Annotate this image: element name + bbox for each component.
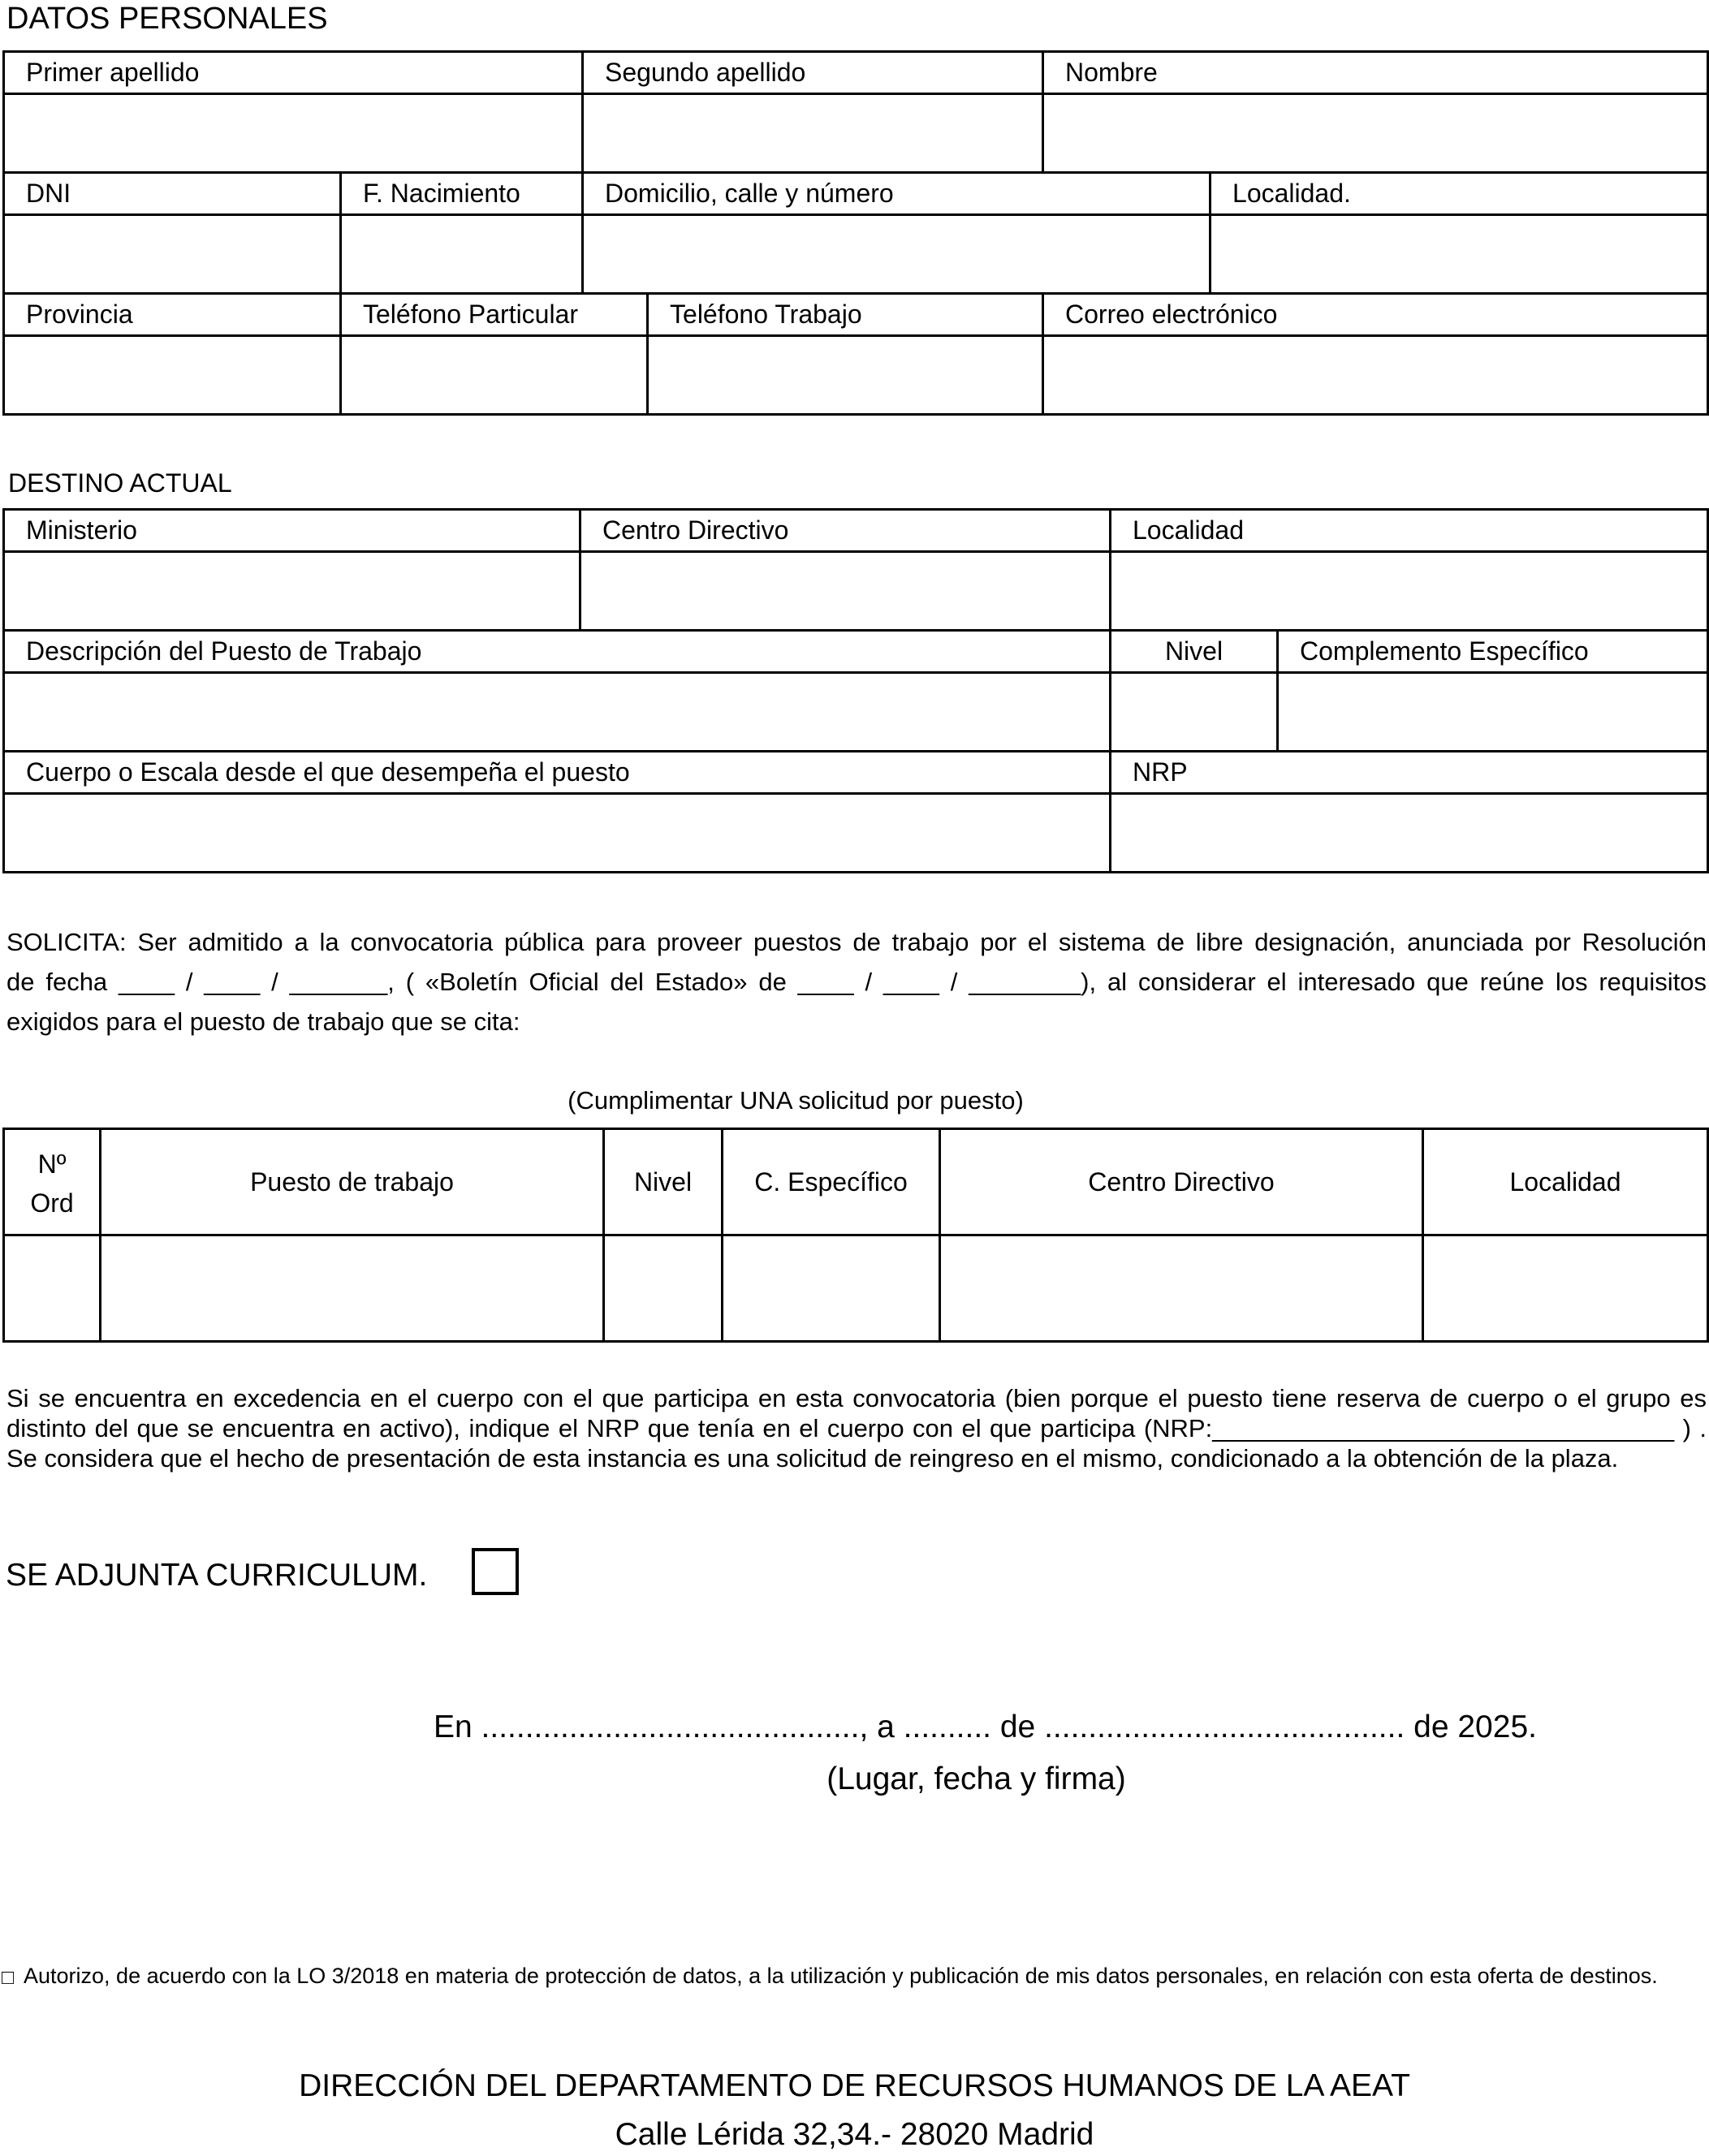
puestos-table	[2, 1128, 1709, 1343]
label-ministerio: Ministerio	[4, 510, 580, 552]
footer-address: Calle Lérida 32,34.- 28020 Madrid	[615, 2117, 1094, 2152]
header-numero-orden: Nº Ord	[4, 1129, 101, 1235]
label-nivel: Nivel	[1111, 631, 1278, 673]
label-primer-apellido: Primer apellido	[4, 52, 583, 94]
label-localidad: Localidad.	[1211, 173, 1708, 215]
label-telefono-trabajo: Teléfono Trabajo	[648, 294, 1043, 336]
label-nrp: NRP	[1111, 752, 1708, 794]
excedencia-paragraph: Si se encuentra en excedencia en el cuerpo con el que participa en esta convocatoria (bien porque el puesto tiene reserva de cuerpo o el grupo es distinto del que se encuentra en activo), indique el NRP que tenía en el cuerpo con el que participa (NRP:_________________________________ ) . Se considera que el hecho de presentación de esta instancia es una solicitud de reingreso en el mismo, condicionado a la obtención de la plaza.	[6, 1384, 1707, 1473]
field-dni[interactable]	[4, 215, 341, 294]
field-centro-directivo[interactable]	[580, 552, 1111, 631]
field-ministerio[interactable]	[4, 552, 580, 631]
label-centro-directivo: Centro Directivo	[580, 510, 1111, 552]
destino-actual-table	[2, 508, 1709, 873]
footer-direccion: DIRECCIÓN DEL DEPARTAMENTO DE RECURSOS HUMANOS DE LA AEAT	[299, 2068, 1410, 2103]
label-correo: Correo electrónico	[1043, 294, 1708, 336]
label-nombre: Nombre	[1043, 52, 1708, 94]
firma-caption: (Lugar, fecha y firma)	[826, 1761, 1126, 1796]
header-nivel: Nivel	[604, 1129, 723, 1235]
field-nrp[interactable]	[1111, 794, 1708, 873]
label-fecha-nacimiento: F. Nacimiento	[341, 173, 583, 215]
datos-personales-table	[2, 50, 1709, 416]
label-domicilio: Domicilio, calle y número	[583, 173, 1211, 215]
puestos-note: (Cumplimentar UNA solicitud por puesto)	[568, 1086, 1024, 1115]
header-localidad: Localidad	[1423, 1129, 1708, 1235]
autorizacion-text: Autorizo, de acuerdo con la LO 3/2018 en materia de protección de datos, a la utilización y publicación de mis datos personales, en relación con esta oferta de destinos.	[24, 1964, 1658, 1988]
label-descripcion-puesto: Descripción del Puesto de Trabajo	[4, 631, 1111, 673]
header-centro-directivo: Centro Directivo	[940, 1129, 1423, 1235]
label-localidad-destino: Localidad	[1111, 510, 1708, 552]
field-puesto-localidad[interactable]	[1423, 1235, 1708, 1342]
field-telefono-trabajo[interactable]	[648, 336, 1043, 415]
solicita-paragraph	[6, 922, 1707, 1041]
field-complemento-especifico[interactable]	[1278, 673, 1708, 752]
section-title-datos-personales: DATOS PERSONALES	[6, 2, 328, 36]
field-provincia[interactable]	[4, 336, 341, 415]
field-cuerpo-escala[interactable]	[4, 794, 1111, 873]
solicita-line-1: SOLICITA: Ser admitido a la convocatoria pública para proveer puestos de trabajo por el sistema de libre designación, anunciada por Resolución	[6, 928, 1707, 956]
field-nivel[interactable]	[1111, 673, 1278, 752]
header-c-especifico: C. Específico	[723, 1129, 940, 1235]
field-puesto-nivel[interactable]	[604, 1235, 723, 1342]
field-primer-apellido[interactable]	[4, 94, 583, 173]
firma-line: En ..........................................., a .......... de ......................................... de 2025.	[434, 1710, 1537, 1744]
label-provincia: Provincia	[4, 294, 341, 336]
field-puesto-centro-directivo[interactable]	[940, 1235, 1423, 1342]
field-segundo-apellido[interactable]	[583, 94, 1043, 173]
field-puesto-c-especifico[interactable]	[723, 1235, 940, 1342]
field-domicilio[interactable]	[583, 215, 1211, 294]
field-numero-orden[interactable]	[4, 1235, 101, 1342]
curriculum-label: SE ADJUNTA CURRICULUM.	[6, 1558, 428, 1593]
header-puesto-trabajo: Puesto de trabajo	[101, 1129, 604, 1235]
field-descripcion-puesto[interactable]	[4, 673, 1111, 752]
section-title-destino-actual: DESTINO ACTUAL	[8, 468, 232, 498]
field-localidad-destino[interactable]	[1111, 552, 1708, 631]
field-nombre[interactable]	[1043, 94, 1708, 173]
field-localidad[interactable]	[1211, 215, 1708, 294]
field-telefono-particular[interactable]	[341, 336, 648, 415]
label-cuerpo-escala: Cuerpo o Escala desde el que desempeña el puesto	[4, 752, 1111, 794]
label-dni: DNI	[4, 173, 341, 215]
solicita-line-3: exigidos para el puesto de trabajo que se cita:	[6, 1007, 520, 1036]
field-fecha-nacimiento[interactable]	[341, 215, 583, 294]
label-complemento-especifico: Complemento Específico	[1278, 631, 1708, 673]
label-segundo-apellido: Segundo apellido	[583, 52, 1043, 94]
field-correo[interactable]	[1043, 336, 1708, 415]
label-telefono-particular: Teléfono Particular	[341, 294, 648, 336]
solicita-line-2: de fecha ____ / ____ / _______, ( «Boletín Oficial del Estado» de ____ / ____ / ________), al considerar el interesado que reúne los requisitos	[6, 968, 1707, 996]
curriculum-checkbox[interactable]	[472, 1548, 519, 1595]
autorizacion-checkbox[interactable]: □	[2, 1966, 15, 1989]
field-puesto-trabajo[interactable]	[101, 1235, 604, 1342]
